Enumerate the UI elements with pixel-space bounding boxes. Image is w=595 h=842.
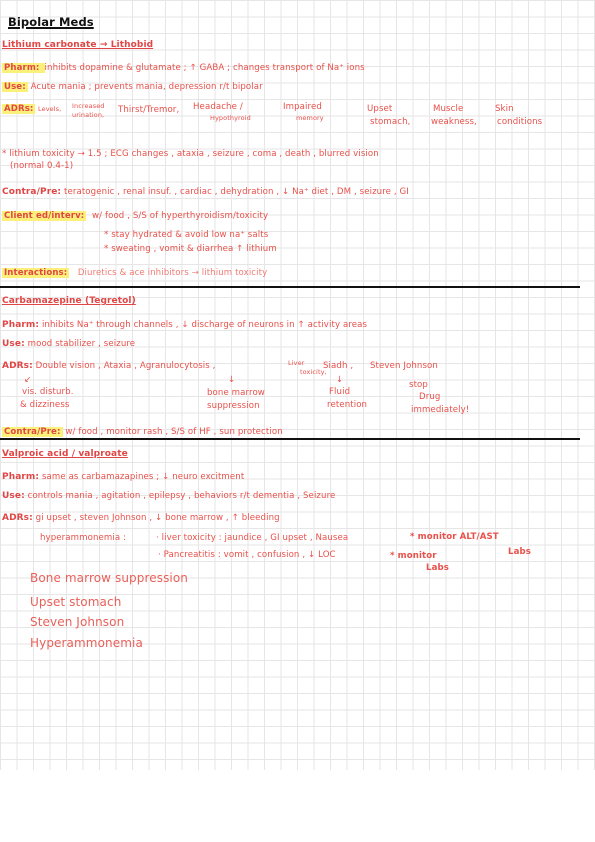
carbamazepine-immediately: immediately! <box>411 405 470 415</box>
lithium-heading: Lithium carbonate → Lithobid <box>2 40 154 50</box>
lithium-interactions-text: Diuretics & ace inhibitors → lithium toxicity <box>77 268 268 278</box>
valproic-use-row <box>2 492 335 502</box>
summary-item: Upset stomach <box>30 595 122 609</box>
carbamazepine-vis-disturb: vis. disturb. <box>22 387 74 397</box>
carbamazepine-adrs-steven-johnson: Steven Johnson <box>370 361 438 371</box>
lithium-client-line2: * stay hydrated & avoid low na⁺ salts <box>104 230 269 240</box>
lithium-use-text: Acute mania ; prevents mania, depression r/t bipolar <box>30 82 263 92</box>
lithium-adrs-urination: urination, <box>72 111 105 119</box>
lithium-use-row <box>2 83 263 92</box>
lithium-pharm-text: inhibits dopamine & glutamate ; ↑ GABA ; changes transport of Na⁺ ions <box>44 63 365 73</box>
carbamazepine-arrow-2: ↓ <box>228 375 236 385</box>
lithium-adrs-muscle: Muscle <box>433 104 464 114</box>
lithium-adrs-label-wrap <box>2 105 35 114</box>
valproic-liver-toxicity: · liver toxicity : jaundice , GI upset , Nausea <box>156 533 349 543</box>
carbamazepine-use-label: Use: <box>2 339 25 349</box>
valproic-use-text: controls mania , agitation , epilepsy , behaviors r/t dementia , Seizure <box>27 491 336 501</box>
lithium-interactions-row <box>2 269 267 278</box>
carbamazepine-adrs-row <box>2 362 216 372</box>
lithium-toxicity: * lithium toxicity → 1.5 ; ECG changes , ataxia , seizure , coma , death , blurred vision <box>2 149 379 159</box>
lithium-adrs-conditions: conditions <box>497 117 543 127</box>
lithium-adrs-impaired: Impaired <box>283 102 322 112</box>
lithium-adrs-thirst: Thirst/Tremor, <box>118 105 180 115</box>
page-title: Bipolar Meds <box>8 15 94 29</box>
lithium-adrs-weakness: weakness, <box>431 117 477 127</box>
lithium-client-line1: w/ food , S/S of hyperthyroidism/toxicity <box>92 211 269 221</box>
carbamazepine-adrs-liver-toxicity: toxicity, <box>300 368 327 376</box>
carbamazepine-bone-marrow: bone marrow <box>207 388 265 398</box>
valproic-use-label: Use: <box>2 491 25 501</box>
lithium-adrs-stomach: stomach, <box>370 117 411 127</box>
valproic-pharm-text: same as carbamazapines ; ↓ neuro excitment <box>41 472 245 482</box>
carbamazepine-retention: retention <box>327 400 368 410</box>
carbamazepine-pharm-row <box>2 321 367 331</box>
carbamazepine-heading: Carbamazepine (Tegretol) <box>2 296 136 306</box>
carbamazepine-adrs-siadh: Siadh , <box>323 361 354 371</box>
valproic-labs-1: Labs <box>508 547 531 557</box>
section-divider-2 <box>0 438 580 440</box>
lithium-adrs-label: ADRs: <box>4 104 34 114</box>
valproic-labs-2: Labs <box>426 563 449 573</box>
lithium-adrs-increased: Increased <box>72 102 105 110</box>
section-divider-1 <box>0 286 580 288</box>
lithium-adrs-memory: memory <box>296 114 324 122</box>
valproic-adrs-row <box>2 514 280 524</box>
valproic-pharm-label: Pharm: <box>2 472 40 482</box>
valproic-hyperammonemia: hyperammonemia : <box>40 533 127 543</box>
lithium-contra-text: teratogenic , renal insuf. , cardiac , dehydration , ↓ Na⁺ diet , DM , seizure , GI <box>63 187 409 197</box>
carbamazepine-arrow-3: ↓ <box>336 375 344 385</box>
carbamazepine-use-text: mood stabilizer , seizure <box>27 339 136 349</box>
carbamazepine-fluid: Fluid <box>329 387 351 397</box>
carbamazepine-contra-text: w/ food , monitor rash , S/S of HF , sun protection <box>65 427 283 437</box>
summary-item: Hyperammonemia <box>30 636 143 650</box>
carbamazepine-contra-row <box>2 428 283 437</box>
summary-item: Steven Johnson <box>30 615 125 629</box>
valproic-adrs-text: gi upset , steven Johnson , ↓ bone marrow , ↑ bleeding <box>35 513 280 523</box>
valproic-adrs-label: ADRs: <box>2 513 33 523</box>
lithium-adrs-hypothyroid: Hypothyroid <box>210 114 251 122</box>
lithium-use-label: Use: <box>4 82 26 92</box>
lithium-client-line3: * sweating , vomit & diarrhea ↑ lithium <box>104 244 277 254</box>
valproic-pharm-row <box>2 473 244 483</box>
carbamazepine-adrs-liver: Liver <box>288 359 305 367</box>
lithium-pharm-label: Pharm: <box>4 63 43 73</box>
carbamazepine-stop: stop <box>409 380 428 390</box>
lithium-contra-label: Contra/Pre: <box>2 187 62 197</box>
lithium-pharm-row <box>2 64 365 73</box>
lithium-normal-range: (normal 0.4-1) <box>10 161 74 171</box>
lithium-contra-row <box>2 188 409 198</box>
page-bottom-margin <box>0 770 595 842</box>
carbamazepine-drug: Drug <box>419 392 441 402</box>
carbamazepine-dizziness: & dizziness <box>20 400 70 410</box>
carbamazepine-adrs-text: Double vision , Ataxia , Agranulocytosis , <box>35 361 216 371</box>
carbamazepine-contra-label: Contra/Pre: <box>4 427 61 437</box>
valproic-monitor-alt-ast: * monitor ALT/AST <box>410 532 499 542</box>
valproic-heading: Valproic acid / valproate <box>2 449 128 459</box>
lithium-adrs-skin: Skin <box>495 104 514 114</box>
lithium-interactions-label: Interactions: <box>4 268 68 278</box>
valproic-pancreatitis: · Pancreatitis : vomit , confusion , ↓ LOC <box>158 550 336 560</box>
lithium-adrs-levels: Levels, <box>38 105 62 113</box>
summary-item: Bone marrow suppression <box>30 571 189 585</box>
carbamazepine-suppression: suppression <box>207 401 260 411</box>
lithium-client-row <box>2 212 268 221</box>
lithium-client-label: Client ed/interv: <box>4 211 85 221</box>
valproic-monitor: * monitor <box>390 551 437 561</box>
carbamazepine-use-row <box>2 340 135 350</box>
lithium-adrs-headache: Headache / <box>193 102 243 112</box>
carbamazepine-pharm-label: Pharm: <box>2 320 40 330</box>
lithium-adrs-upset: Upset <box>367 104 393 114</box>
carbamazepine-arrow-1: ↙ <box>24 375 32 385</box>
carbamazepine-pharm-text: inhibits Na⁺ through channels , ↓ discharge of neurons in ↑ activity areas <box>41 320 368 330</box>
carbamazepine-adrs-label: ADRs: <box>2 361 33 371</box>
